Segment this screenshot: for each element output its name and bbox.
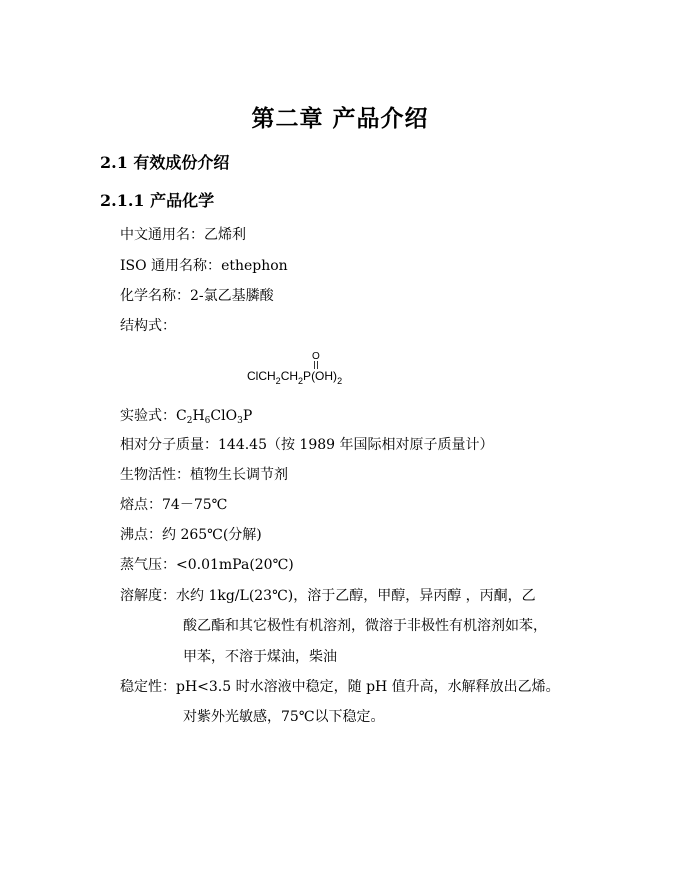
molecular-weight-line [120,435,494,455]
chemical-name-value: 2-氯乙基膦酸 [190,288,274,304]
formula-label: 实验式： [120,408,176,424]
structure-clch: ClCH [247,369,276,383]
structure-oxygen: O [312,351,320,362]
bio-activity-label: 生物活性： [120,467,190,483]
structure-label: 结构式： [120,318,176,334]
stability-value-2: 对紫外光敏感，75℃以下稳定。 [183,709,385,725]
melting-point-value: 74－75℃ [162,497,228,513]
common-name-value: 乙烯利 [204,227,246,243]
iso-name-value: ethephon [221,258,288,274]
structure-sub-2: 2 [298,376,304,386]
formula-clo: ClO [210,408,238,424]
structure-p: P [303,369,312,383]
molecular-weight-label: 相对分子质量： [120,437,218,453]
solubility-value-1: 水约 1kg/L(23℃)，溶于乙醇，甲醇，异丙醇 ，丙酮，乙 [176,588,536,604]
iso-name-label: ISO 通用名称： [120,258,222,274]
solubility-label: 溶解度： [120,588,176,604]
structure-chain [247,369,342,386]
common-name-label: 中文通用名： [120,227,204,243]
bio-activity-value: 植物生长调节剂 [190,467,288,483]
chemical-name-line [120,286,274,306]
boiling-point-label: 沸点： [120,527,162,543]
section-title: 2.1 有效成份介绍 [100,153,230,172]
bio-activity-line [120,465,288,485]
structure-sub-3: 2 [337,376,343,386]
structure-ch: CH [280,369,299,383]
melting-point-label: 熔点： [120,497,162,513]
stability-line [120,677,560,697]
solubility-value-2: 酸乙酯和其它极性有机溶剂，微溶于非极性有机溶剂如苯， [183,618,547,634]
stability-label: 稳定性： [120,679,176,695]
formula-c-count: 2 [186,416,193,426]
solubility-line [120,586,536,606]
structural-formula [240,350,380,390]
structure-oh: (OH) [311,369,338,383]
formula-c: C [176,408,187,424]
formula-line [120,406,252,431]
formula-h: H [192,408,205,424]
molecular-weight-value: 144.45（按 1989 年国际相对原子质量计） [218,437,494,453]
subsection-title: 2.1.1 产品化学 [100,191,215,210]
formula-o-count: 3 [237,416,243,426]
common-name-line [120,225,246,245]
chapter-title: 第二章 产品介绍 [251,105,429,132]
vapor-pressure-line [120,555,294,575]
formula-h-count: 6 [204,416,211,426]
iso-name-line [120,256,288,276]
stability-value-1: pH<3.5 时水溶液中稳定，随 pH 值升高，水解释放出乙烯。 [176,679,560,695]
boiling-point-line [120,525,262,545]
melting-point-line [120,495,227,515]
vapor-pressure-value: <0.01mPa(20℃) [176,557,294,573]
solubility-value-3: 甲苯，不溶于煤油，柴油 [183,649,337,665]
structure-sub-1: 2 [275,376,281,386]
formula-p: P [242,408,253,424]
chemical-name-label: 化学名称： [120,288,190,304]
vapor-pressure-label: 蒸气压： [120,557,176,573]
boiling-point-value: 约 265℃(分解) [162,527,262,543]
